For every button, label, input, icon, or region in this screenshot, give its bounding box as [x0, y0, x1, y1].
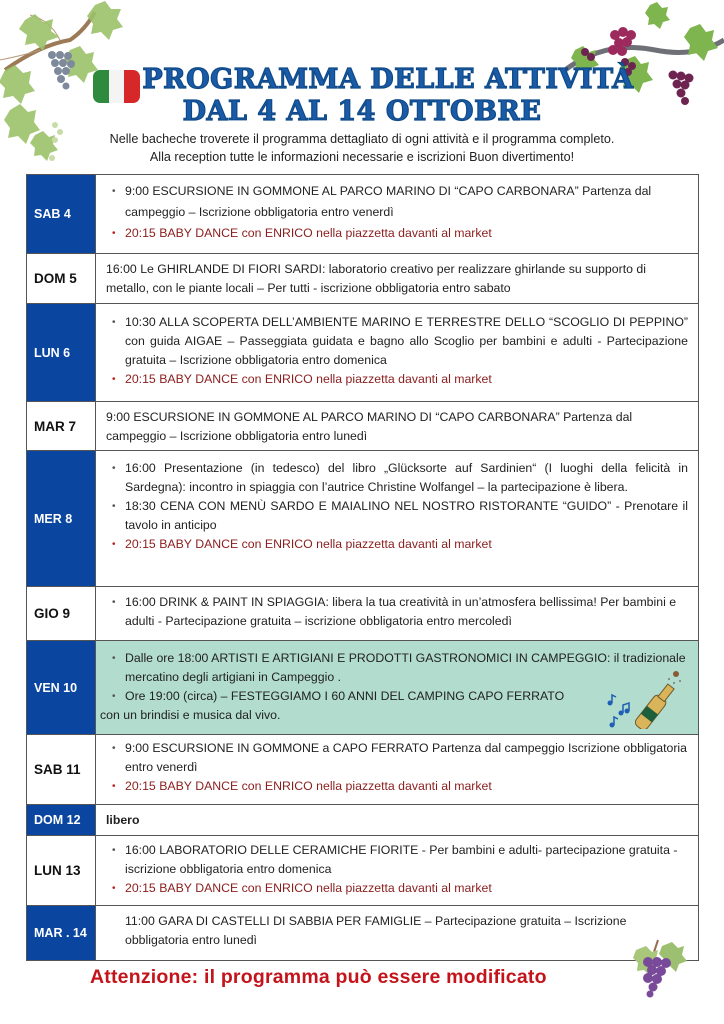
activity-item: • 9:00 ESCURSIONE IN GOMMONE AL PARCO MARINO DI “CAPO CARBONARA” Partenza dal campeggio – Iscrizione obbligatoria entro venerdì	[106, 181, 688, 223]
day-label: SAB 4	[27, 175, 96, 253]
activity-item: • 9:00 ESCURSIONE IN GOMMONE a CAPO FERRATO Partenza dal campeggio Iscrizione obbligatoria entro venerdì	[106, 739, 688, 777]
day-label: LUN 6	[27, 304, 96, 401]
activity-cell	[96, 254, 698, 303]
schedule-row-sab-11	[27, 735, 698, 805]
activity-text: 9:00 ESCURSIONE IN GOMMONE AL PARCO MARINO DI “CAPO CARBONARA” Partenza dal campeggio – Iscrizione obbligatoria entro lunedì	[106, 410, 633, 443]
day-label: MAR . 14	[27, 906, 96, 960]
activity-item: • 10:30 ALLA SCOPERTA DELL’AMBIENTE MARINO E TERRESTRE DELLO “SCOGLIO DI PEPPINO” con guida AIGAE – Passeggiata guidata e bagno allo Scoglio per bambini e adulti - Partecipazione gratuita – Iscrizione obbligatoria entro domenica	[106, 313, 688, 370]
schedule-row-dom-12	[27, 805, 698, 836]
day-label: DOM 5	[27, 254, 96, 303]
activity-cell	[96, 175, 698, 253]
activity-cell	[96, 587, 698, 640]
day-label: SAB 11	[27, 735, 96, 804]
day-label: MAR 7	[27, 402, 96, 450]
day-label: GIO 9	[27, 587, 96, 640]
activity-text: libero	[106, 813, 140, 827]
schedule-row-mar-14	[27, 906, 698, 961]
activity-item: • Dalle ore 18:00 ARTISTI E ARTIGIANI E PRODOTTI GASTRONOMICI IN CAMPEGGIO: il tradizionale mercatino degli artigiani in Campeggio .	[106, 649, 688, 687]
activity-item: • 16:00 LABORATORIO DELLE CERAMICHE FIORITE - Per bambini e adulti- partecipazione gratuita - iscrizione obbligatoria entro domenica	[106, 841, 688, 879]
activity-item-baby-dance: • 20:15 BABY DANCE con ENRICO nella piazzetta davanti al market	[106, 879, 688, 898]
page-subtitle-dates: DAL 4 AL 14 OTTOBRE	[182, 96, 542, 127]
activity-item: • 16:00 DRINK & PAINT IN SPIAGGIA: libera la tua creatività in un’atmosfera bellissima! Per bambini e adulti - Partecipazione gratuita – iscrizione obbligatoria entro mercoledì	[106, 593, 688, 631]
intro-text-line-2: Alla reception tutte le informazioni necessarie e iscrizioni Buon divertimento!	[149, 150, 575, 164]
activity-cell	[96, 451, 698, 586]
activity-item: • Ore 19:00 (circa) – FESTEGGIAMO I 60 ANNI DEL CAMPING CAPO FERRATO	[106, 687, 688, 706]
schedule-row-lun-13	[27, 836, 698, 906]
grape-bunch-icon	[628, 938, 688, 998]
activity-trailing-text: con un brindisi e musica dal vivo.	[100, 708, 281, 722]
schedule-row-sab-4	[27, 175, 698, 254]
activity-cell	[96, 805, 698, 835]
activity-cell	[96, 906, 698, 960]
schedule-row-gio-9	[27, 587, 698, 641]
schedule-row-ven-10	[27, 641, 698, 735]
schedule-row-dom-5	[27, 254, 698, 304]
activity-item: • 16:00 Presentazione (in tedesco) del libro „Glücksorte auf Sardinien“ (I luoghi della felicità in Sardegna): incontro in spiaggia con l’autrice Christine Wolfangel – la partecipazione è libera.	[106, 459, 688, 497]
activity-item: • 18:30 CENA CON MENÙ SARDO E MAIALINO NEL NOSTRO RISTORANTE “GUIDO” - Prenotare il tavolo in anticipo	[106, 497, 688, 535]
activity-cell	[96, 836, 698, 905]
activity-cell	[96, 735, 698, 804]
activity-cell	[96, 304, 698, 401]
schedule-row-mer-8	[27, 451, 698, 587]
day-label: MER 8	[27, 451, 96, 586]
page-title: PROGRAMMA DELLE ATTIVITÀ	[142, 64, 634, 95]
schedule-row-mar-7	[27, 402, 698, 451]
activity-item-baby-dance: • 20:15 BABY DANCE con ENRICO nella piazzetta davanti al market	[106, 535, 688, 554]
day-label: DOM 12	[27, 805, 96, 835]
activity-cell	[96, 402, 698, 450]
activity-cell-highlighted	[96, 641, 698, 734]
champagne-bottle-icon	[604, 669, 684, 729]
activity-item-baby-dance: • 20:15 BABY DANCE con ENRICO nella piazzetta davanti al market	[106, 777, 688, 796]
schedule-table	[26, 174, 699, 961]
day-label: VEN 10	[27, 641, 96, 734]
modification-warning: Attenzione: il programma può essere modificato	[90, 966, 547, 988]
activity-item-baby-dance: • 20:15 BABY DANCE con ENRICO nella piazzetta davanti al market	[106, 223, 688, 244]
activity-text: 11:00 GARA DI CASTELLI DI SABBIA PER FAMIGLIE – Partecipazione gratuita – Iscrizione obbligatoria entro lunedì	[125, 914, 627, 947]
activity-text: 16:00 Le GHIRLANDE DI FIORI SARDI: laboratorio creativo per realizzare ghirlande su supporto di metallo, con le piante locali – Per tutti - iscrizione obbligatoria entro sabato	[106, 262, 646, 295]
schedule-row-lun-6	[27, 304, 698, 402]
activity-item-baby-dance: • 20:15 BABY DANCE con ENRICO nella piazzetta davanti al market	[106, 370, 688, 389]
day-label: LUN 13	[27, 836, 96, 905]
intro-text-line-1: Nelle bacheche troverete il programma dettagliato di ogni attività e il programma completo.	[109, 132, 615, 146]
